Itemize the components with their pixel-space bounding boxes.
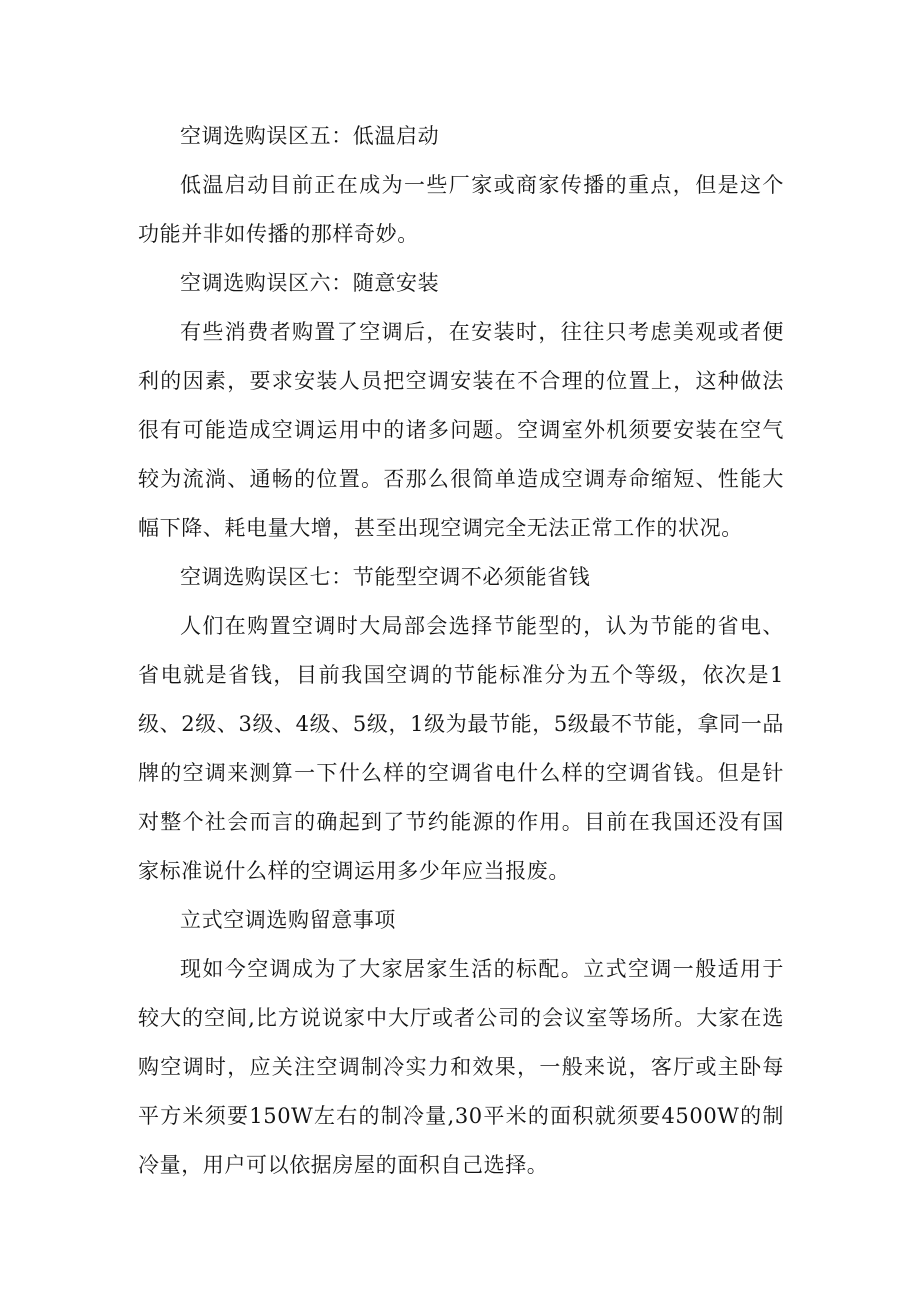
section-heading-floor-ac-tips: 立式空调选购留意事项 bbox=[180, 908, 396, 932]
paragraph-floor-ac-capacity: 现如今空调成为了大家居家生活的标配。立式空调一般适用于较大的空间,比方说说家中大厅或者公司的会议室等场所。大家在选购空调时，应关注空调制冷实力和效果，一般来说，客厅或主卧每平方米须要150W左右的制冷量,30平米的面积就须要4500W的制冷量，用户可以依据房屋的面积自己选择。 bbox=[138, 957, 784, 1177]
document-body bbox=[138, 112, 784, 1190]
paragraph-energy-saving: 人们在购置空调时大局部会选择节能型的，认为节能的省电、省电就是省钱，目前我国空调的节能标准分为五个等级，依次是1级、2级、3级、4级、5级，1级为最节能，5级最不节能，拿同一品牌的空调来测算一下什么样的空调省电什么样的空调省钱。但是针对整个社会而言的确起到了节约能源的作用。目前在我国还没有国家标准说什么样的空调运用多少年应当报废。 bbox=[138, 614, 784, 883]
section-heading-misconception-5: 空调选购误区五：低温启动 bbox=[180, 124, 440, 148]
paragraph-low-temp-start: 低温启动目前正在成为一些厂家或商家传播的重点，但是这个功能并非如传播的那样奇妙。 bbox=[138, 173, 784, 246]
paragraph-installation: 有些消费者购置了空调后，在安装时，往往只考虑美观或者便利的因素，要求安装人员把空调安装在不合理的位置上，这种做法很有可能造成空调运用中的诸多问题。空调室外机须要安装在空气较为流淌、通畅的位置。否那么很简单造成空调寿命缩短、性能大幅下降、耗电量大增，甚至出现空调完全无法正常工作的状况。 bbox=[138, 320, 784, 540]
section-heading-misconception-6: 空调选购误区六：随意安装 bbox=[180, 271, 440, 295]
section-heading-misconception-7: 空调选购误区七：节能型空调不必须能省钱 bbox=[180, 565, 591, 589]
